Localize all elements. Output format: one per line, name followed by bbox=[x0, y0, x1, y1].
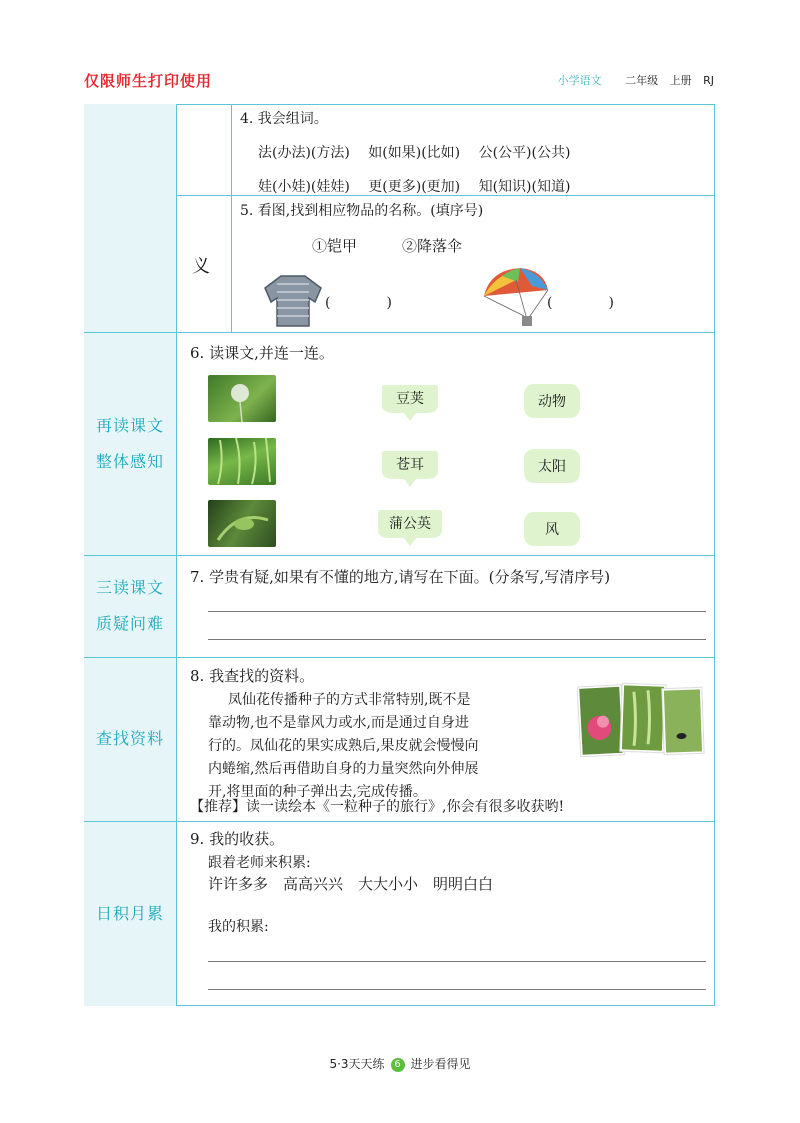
q8-line-1: 凤仙花传播种子的方式非常特别,既不是 bbox=[228, 692, 471, 708]
section-label-question bbox=[84, 555, 177, 657]
armor-answer-blank[interactable]: ( ) bbox=[325, 295, 392, 311]
q5-options: ①铠甲 ②降落伞 bbox=[312, 237, 463, 255]
pill-wind: 风 bbox=[524, 512, 580, 546]
section-label-1 bbox=[84, 104, 177, 332]
writing-line[interactable] bbox=[208, 639, 706, 640]
leaf-text: 蒲公英 bbox=[389, 516, 431, 532]
dandelion-photo bbox=[208, 375, 276, 422]
leaf-text: 苍耳 bbox=[396, 457, 424, 473]
label-line-1: 再读课文 bbox=[95, 415, 164, 435]
leaf-label-cocklebur bbox=[380, 449, 440, 489]
section-label-reread bbox=[84, 332, 177, 555]
parachute-answer-blank[interactable]: ( ) bbox=[547, 295, 614, 311]
q8-title: 8. 我查找的资料。 bbox=[190, 667, 315, 685]
label-line-1: 三读课文 bbox=[95, 578, 164, 597]
parachute-image bbox=[480, 266, 550, 330]
q8-line-4: 内蜷缩,然后再借助自身的力量突然向外伸展 bbox=[208, 761, 479, 777]
sub-column-divider bbox=[231, 104, 232, 332]
divider bbox=[84, 657, 715, 658]
divider bbox=[84, 555, 715, 556]
footer-brand: 5·3天天练 bbox=[329, 1057, 385, 1071]
q9-mine: 我的积累: bbox=[208, 919, 269, 935]
q8-line-3: 行的。凤仙花的果实成熟后,果皮就会慢慢向 bbox=[208, 738, 479, 754]
q9-title: 9. 我的收获。 bbox=[190, 830, 285, 848]
q6-title: 6. 读课文,并连一连。 bbox=[190, 344, 334, 362]
leaf-label-pea bbox=[380, 383, 440, 423]
print-notice: 仅限师生打印使用 bbox=[84, 72, 213, 90]
footer-slogan: 进步看得见 bbox=[410, 1057, 471, 1071]
pill-sun: 太阳 bbox=[524, 449, 580, 483]
q8-line-2: 靠动物,也不是靠风力或水,而是通过自身进 bbox=[208, 715, 469, 731]
q8-line-5: 开,将里面的种子弹出去,完成传播。 bbox=[208, 784, 427, 800]
q4-line-2: 娃(小娃)(娃娃) 更(更多)(更加) 知(知识)(知道) bbox=[258, 179, 571, 195]
label-line: 日积月累 bbox=[95, 903, 164, 923]
leaf-label-dandelion bbox=[376, 508, 444, 548]
q4-line-1: 法(办法)(方法) 如(如果)(比如) 公(公平)(公共) bbox=[258, 145, 571, 161]
edition-label: RJ bbox=[703, 74, 714, 87]
balsam-photo-collage bbox=[577, 682, 705, 758]
q4-title: 4. 我会组词。 bbox=[240, 111, 328, 127]
writing-line[interactable] bbox=[208, 961, 706, 962]
section-label-accumulate bbox=[84, 821, 177, 1006]
leaf-text: 豆荚 bbox=[396, 391, 424, 407]
divider bbox=[84, 332, 715, 333]
page-number: 6 bbox=[391, 1058, 405, 1072]
pill-animal: 动物 bbox=[524, 384, 580, 418]
label-line-2: 整体感知 bbox=[95, 451, 164, 471]
armor-image bbox=[263, 272, 323, 328]
divider bbox=[84, 821, 715, 822]
term-label: 上册 bbox=[669, 74, 692, 87]
cocklebur-photo bbox=[208, 500, 276, 547]
writing-line[interactable] bbox=[208, 989, 706, 990]
label-line-2: 质疑问难 bbox=[95, 614, 164, 633]
q9-words: 许许多多 高高兴兴 大大小小 明明白白 bbox=[208, 875, 494, 893]
pea-pod-photo bbox=[208, 438, 276, 485]
q9-follow: 跟着老师来积累: bbox=[208, 855, 311, 871]
section-label-research bbox=[84, 657, 177, 821]
q8-recommend: 【推荐】读一读绘本《一粒种子的旅行》,你会有很多收获哟! bbox=[190, 799, 565, 815]
subject-label: 小学语文 bbox=[557, 74, 602, 87]
section-char: 义 bbox=[192, 256, 210, 277]
footer bbox=[0, 1055, 800, 1072]
grade-label: 二年级 bbox=[625, 74, 659, 87]
q5-title: 5. 看图,找到相应物品的名称。(填序号) bbox=[240, 203, 484, 219]
q7-title: 7. 学贵有疑,如果有不懂的地方,请写在下面。(分条写,写清序号) bbox=[190, 568, 611, 586]
writing-line[interactable] bbox=[208, 611, 706, 612]
header-meta bbox=[550, 72, 714, 88]
label-line: 查找资料 bbox=[95, 729, 164, 748]
